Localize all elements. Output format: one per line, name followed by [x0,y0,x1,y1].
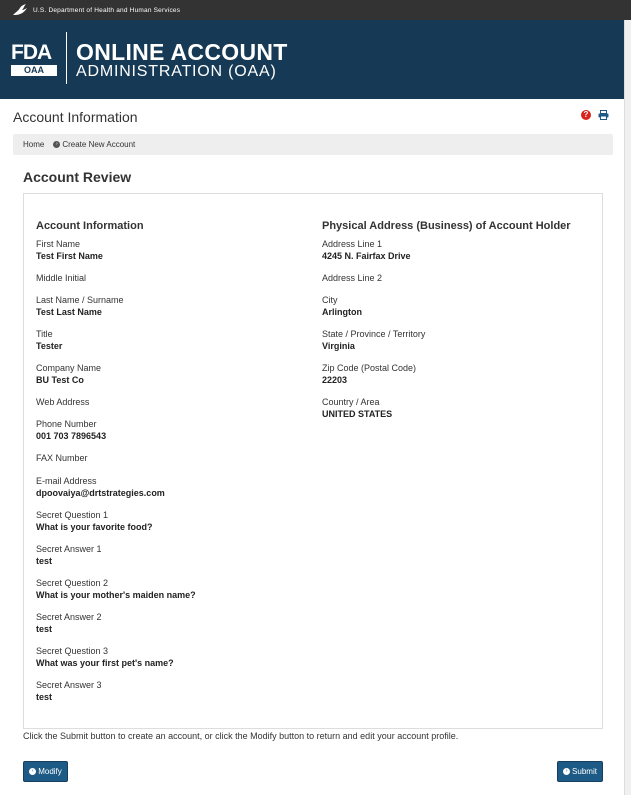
fax-number-label: FAX Number [36,453,88,463]
chevron-right-icon: › [563,768,570,775]
last-name-label: Last Name / Surname [36,295,124,305]
breadcrumb [13,134,613,155]
submit-instructions: Click the Submit button to create an account, or click the Modify button to return and edit your account profile. [23,731,459,741]
hhs-text[interactable]: U.S. Department of Health and Human Services [33,6,181,14]
secret-answer-1-label: Secret Answer 1 [36,544,102,554]
web-address-label: Web Address [36,397,90,407]
submit-button[interactable] [557,761,603,782]
phone-number-label: Phone Number [36,419,97,429]
chevron-left-icon: ‹ [29,768,36,775]
zip-code-value: 22203 [322,375,348,385]
help-icon[interactable]: ? [581,110,591,120]
title-value: Tester [36,341,63,351]
hhs-header-bar [0,0,631,20]
address-line-2-label: Address Line 2 [322,273,383,283]
secret-answer-3-label: Secret Answer 3 [36,680,102,690]
hhs-eagle-icon [12,3,28,17]
secret-question-2-label: Secret Question 2 [36,578,109,588]
breadcrumb-home-link[interactable]: Home [23,140,45,149]
secret-question-3-label: Secret Question 3 [36,646,109,656]
email-value: dpoovaiya@drtstrategies.com [36,488,165,498]
submit-button-label: Submit [572,767,597,776]
company-name-value: BU Test Co [36,375,84,385]
logo-fda-text: FDA [11,41,52,64]
secret-question-2-value: What is your mother's maiden name? [36,590,196,600]
logo-oaa-text: OAA [11,65,57,76]
account-info-heading: Account Information [36,220,144,232]
email-label: E-mail Address [36,476,97,486]
account-review-title: Account Review [23,169,132,185]
address-heading: Physical Address (Business) of Account Holder [322,220,571,232]
first-name-value: Test First Name [36,251,103,261]
account-review-panel [23,193,603,729]
company-name-label: Company Name [36,363,102,373]
title-label: Title [36,329,53,339]
secret-answer-2-label: Secret Answer 2 [36,612,102,622]
banner-divider [66,32,67,84]
page-title: Account Information [13,109,138,125]
page-scrollbar[interactable] [624,20,631,795]
state-label: State / Province / Territory [322,329,426,339]
secret-question-1-label: Secret Question 1 [36,510,109,520]
city-value: Arlington [322,307,362,317]
chevron-right-icon: › [53,141,60,148]
zip-code-label: Zip Code (Postal Code) [322,363,417,373]
address-line-1-label: Address Line 1 [322,239,383,249]
state-value: Virginia [322,341,355,351]
phone-number-value: 001 703 7896543 [36,431,107,441]
country-label: Country / Area [322,397,380,407]
banner-subtitle: ADMINISTRATION (OAA) [76,63,277,80]
modify-button[interactable] [23,761,68,782]
country-value: UNITED STATES [322,409,393,419]
banner-title: ONLINE ACCOUNT [76,39,288,65]
first-name-label: First Name [36,239,81,249]
breadcrumb-current: Create New Account [62,140,136,149]
site-banner [0,20,624,99]
city-label: City [322,295,338,305]
secret-answer-2-value: test [36,624,53,634]
address-line-1-value: 4245 N. Fairfax Drive [322,251,411,261]
modify-button-label: Modify [38,767,62,776]
secret-question-1-value: What is your favorite food? [36,522,153,532]
secret-answer-1-value: test [36,556,53,566]
secret-question-3-value: What was your first pet's name? [36,658,174,668]
last-name-value: Test Last Name [36,307,102,317]
middle-initial-label: Middle Initial [36,273,87,283]
fda-oaa-logo[interactable] [11,43,59,76]
secret-answer-3-value: test [36,692,53,702]
print-icon[interactable] [598,110,609,120]
